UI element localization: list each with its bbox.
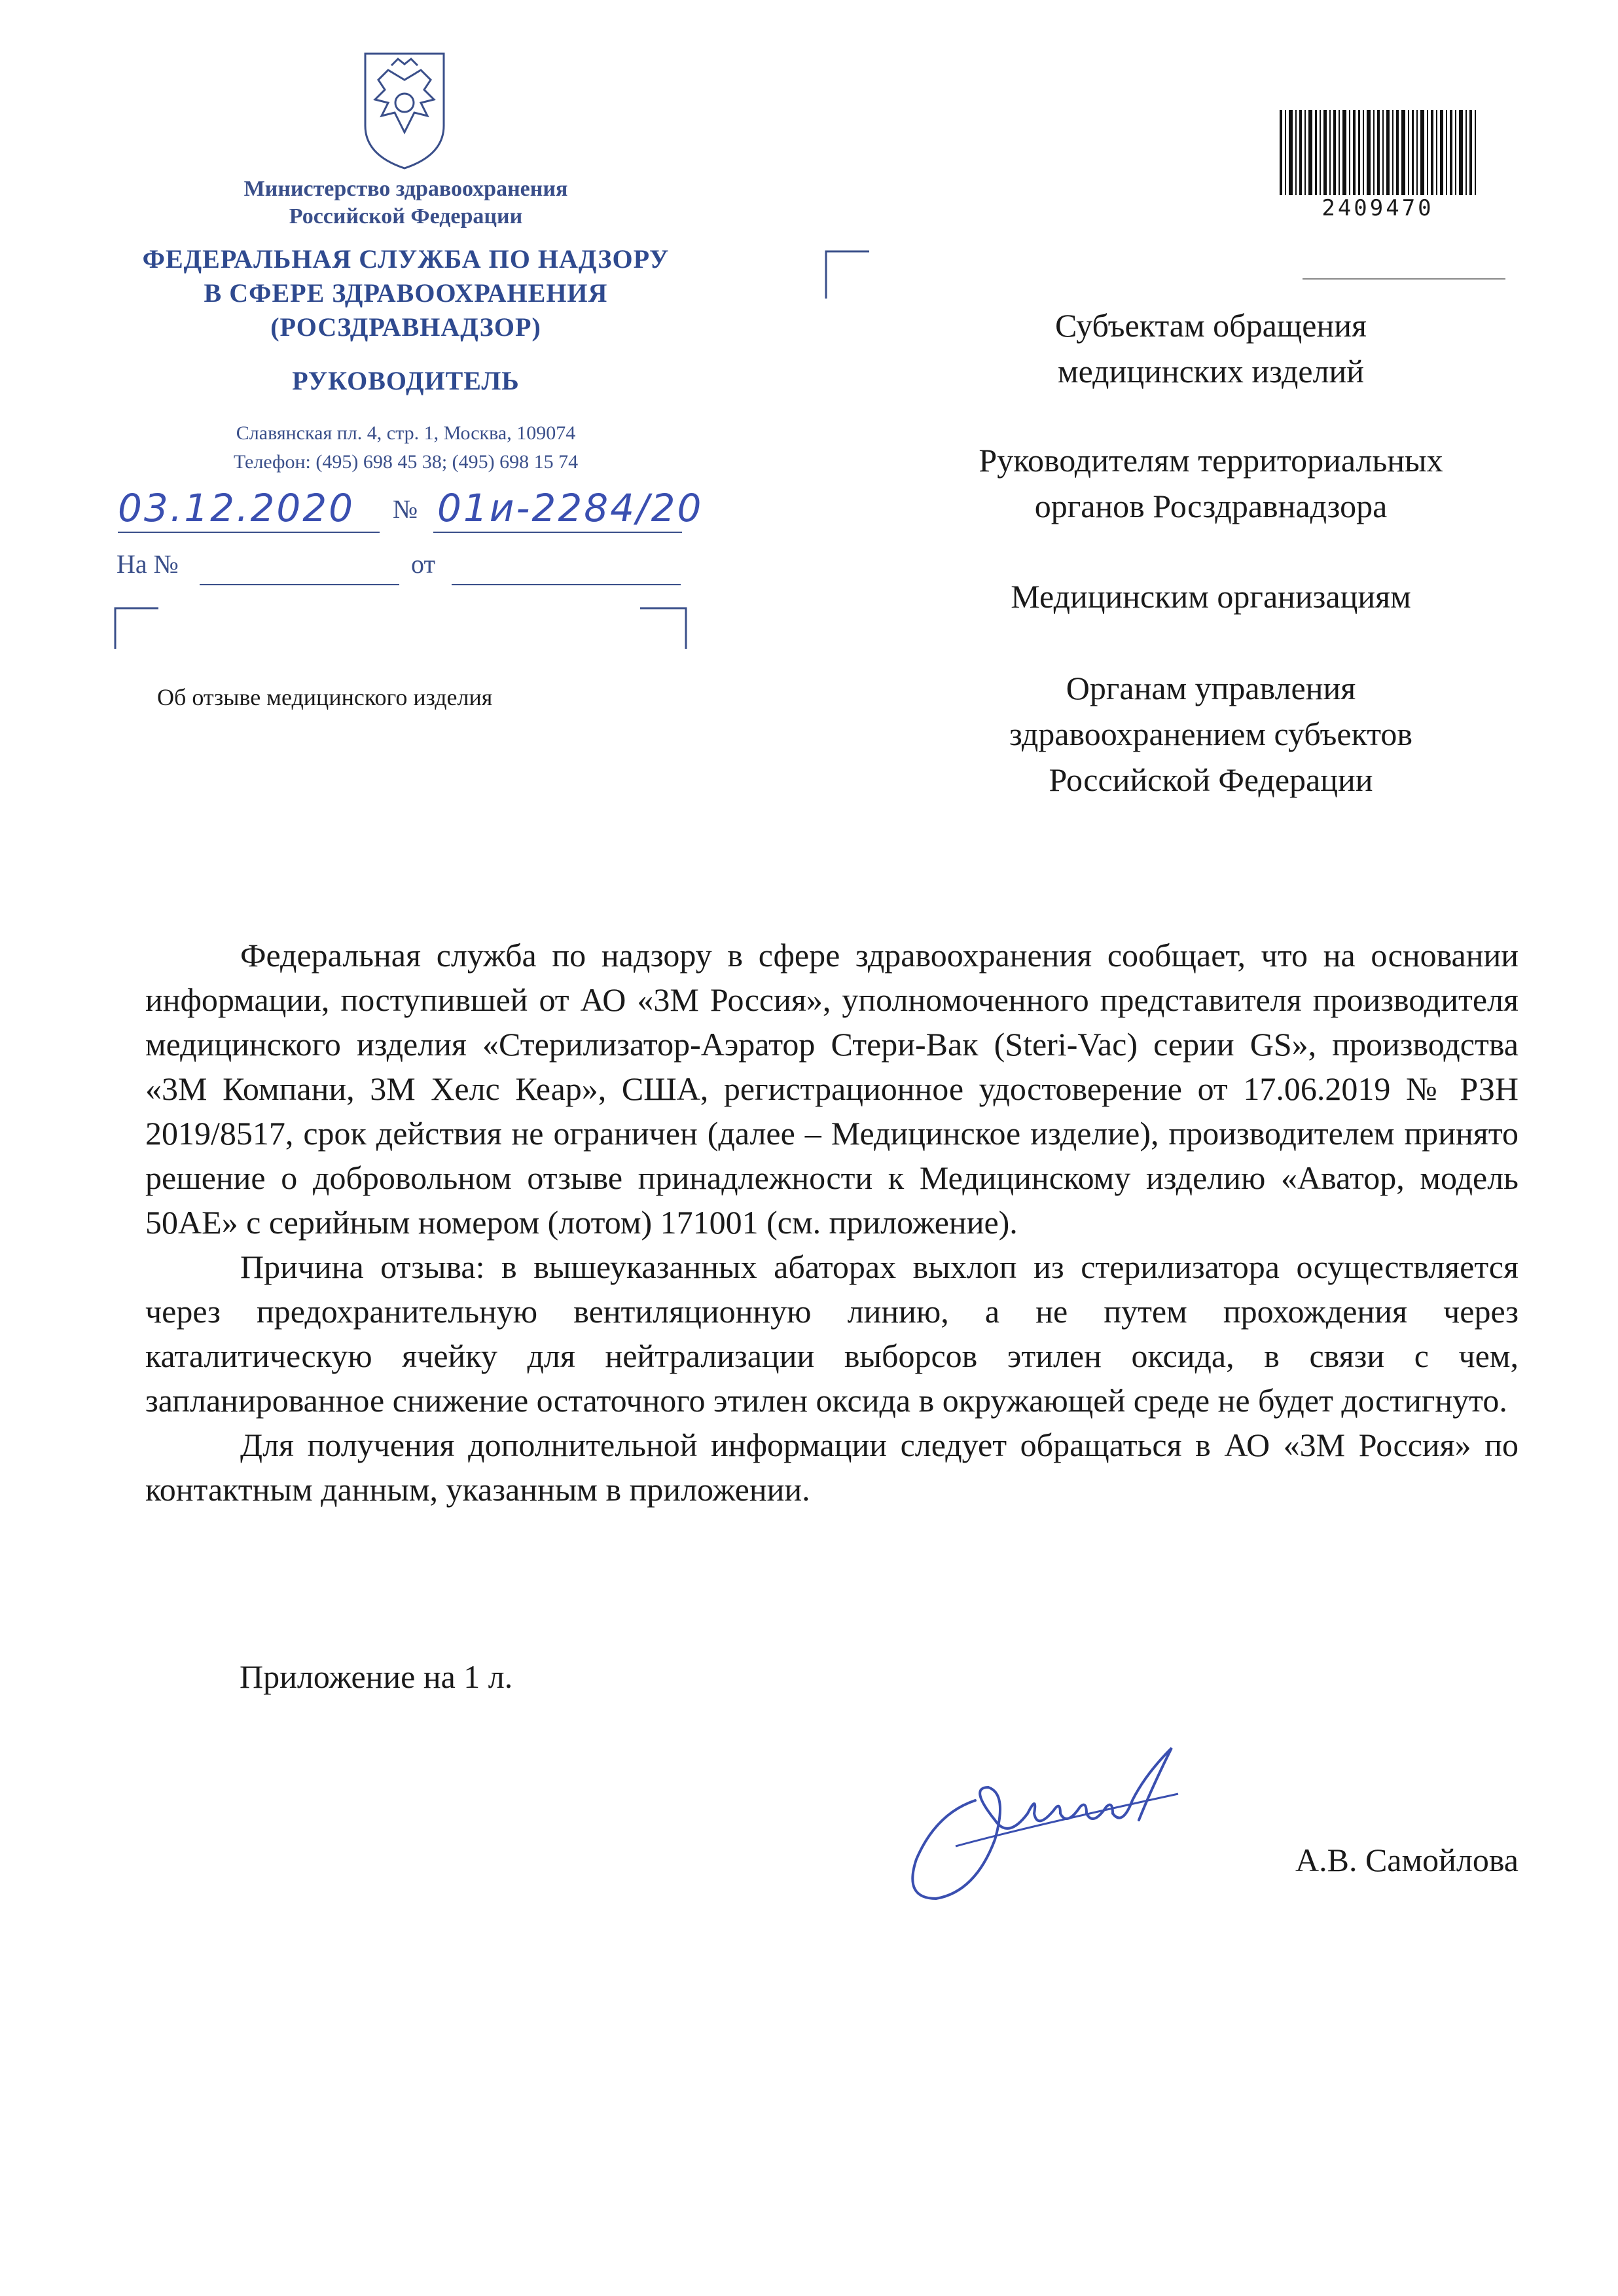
subject-line: Об отзыве медицинского изделия [157, 684, 493, 710]
addressee-2-line-2: органов Росздравнадзора [1034, 488, 1388, 524]
addressee-block [877, 574, 1545, 619]
number-handwritten: 01и-2284/20 [437, 486, 704, 530]
coat-of-arms-icon [352, 41, 457, 172]
barcode-number: 2409470 [1321, 195, 1434, 221]
addressee-1-line-1: Субъектам обращения [1055, 307, 1367, 344]
address-bracket [823, 249, 876, 301]
addressee-block [877, 665, 1545, 803]
subject-brackets [113, 606, 689, 651]
letter-body [145, 933, 1519, 1512]
letterhead-address [98, 419, 713, 477]
header-rule [1303, 278, 1505, 280]
ministry-line-1: Министерство здравоохранения [243, 177, 568, 201]
addressee-block [877, 302, 1545, 394]
address-line: Славянская пл. 4, стр. 1, Москва, 109074 [236, 422, 576, 444]
service-line-2: В СФЕРЕ ЗДРАВООХРАНЕНИЯ [204, 278, 608, 308]
signature-icon [897, 1715, 1303, 1912]
addressee-2-line-1: Руководителям территориальных [979, 442, 1443, 479]
ministry-name [118, 175, 694, 230]
body-paragraph-1: Федеральная служба по надзору в сфере здравоохранения сообщает, что на основании информации, поступившей от АО «3М Россия», уполномоченного представителя производителя медицинского изделия «Стерилизатор-Аэратор Стери-Вак (Steri-Vac) серии GS», производства «3М Компани, 3М Хелс Кеар», США, регистрационное удостоверение от 17.06.2019 № РЗН 2019/8517, срок действия не ограничен (далее – Медицинское изделие), производителем принято решение о добровольном отзыве принадлежности к Медицинскому изделию «Аватор, модель 50АЕ» с серийным номером (лотом) 171001 (см. приложение). [145, 937, 1519, 1241]
ministry-line-2: Российской Федерации [289, 204, 523, 228]
body-paragraph-2: Причина отзыва: в вышеуказанных абаторах выхлоп из стерилизатора осуществляется через предохранительную вентиляционную линию, а не путем прохождения через каталитическую ячейку для нейтрализации выборсов этилен оксида, в связи с чем, запланированное снижение остаточного этилен оксида в окружающей среде не будет достигнуто. [145, 1248, 1519, 1419]
reply-underline [200, 584, 399, 585]
number-label: № [393, 494, 418, 524]
attachment-note: Приложение на 1 л. [240, 1658, 513, 1695]
body-paragraph-3: Для получения дополнительной информации следует обращаться в АО «3М Россия» по контактным данным, указанным в приложении. [145, 1427, 1519, 1508]
addressee-4-line-1: Органам управления [1066, 670, 1356, 706]
service-name [98, 242, 713, 344]
signer-name: А.В. Самойлова [1295, 1842, 1519, 1878]
from-label: от [411, 549, 435, 579]
barcode-icon [1280, 110, 1476, 195]
head-title: РУКОВОДИТЕЛЬ [292, 366, 520, 395]
service-line-1: ФЕДЕРАЛЬНАЯ СЛУЖБА ПО НАДЗОРУ [142, 244, 670, 274]
number-underline [433, 532, 682, 533]
service-line-3: (РОСЗДРАВНАДЗОР) [270, 312, 541, 342]
addressee-4-line-2: здравоохранением субъектов [1009, 716, 1413, 752]
addressee-3-line-1: Медицинским организациям [1011, 578, 1411, 615]
reply-label: На № [117, 549, 179, 579]
phone-line: Телефон: (495) 698 45 38; (495) 698 15 74 [233, 451, 579, 473]
date-underline [118, 532, 380, 533]
from-underline [452, 584, 681, 585]
addressee-4-line-3: Российской Федерации [1049, 761, 1373, 798]
date-handwritten: 03.12.2020 [118, 486, 355, 530]
addressee-block [877, 437, 1545, 529]
addressee-1-line-2: медицинских изделий [1057, 353, 1365, 390]
